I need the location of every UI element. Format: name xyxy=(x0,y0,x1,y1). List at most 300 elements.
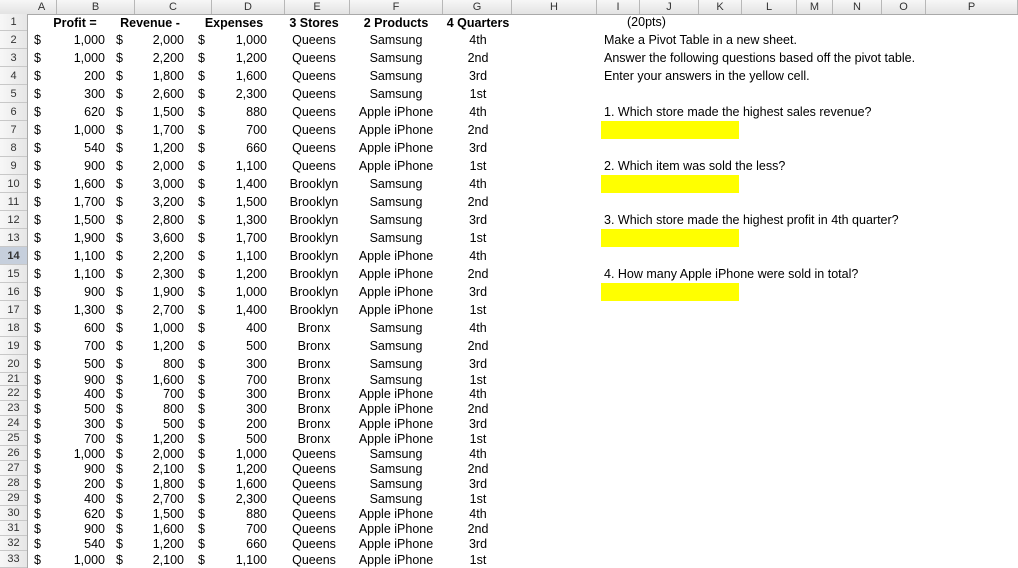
column-header-d[interactable]: D xyxy=(212,0,285,14)
product-cell[interactable]: Samsung xyxy=(369,339,423,353)
currency-symbol[interactable]: $ xyxy=(34,33,41,47)
currency-symbol[interactable]: $ xyxy=(34,249,41,263)
currency-symbol[interactable]: $ xyxy=(116,536,123,551)
expenses-cell[interactable]: 880 xyxy=(246,506,267,521)
currency-symbol[interactable]: $ xyxy=(34,372,41,387)
header-stores[interactable]: 3 Stores xyxy=(289,15,339,30)
row-header[interactable]: 29 xyxy=(0,491,27,506)
quarter-cell[interactable]: 3rd xyxy=(468,141,488,155)
profit-cell[interactable]: 1,300 xyxy=(73,303,105,317)
currency-symbol[interactable]: $ xyxy=(198,33,205,47)
row-header[interactable]: 18 xyxy=(0,319,27,337)
row-header[interactable]: 26 xyxy=(0,446,27,461)
quarter-cell[interactable]: 1st xyxy=(469,159,487,173)
quarter-cell[interactable]: 4th xyxy=(469,446,487,461)
row-header[interactable]: 17 xyxy=(0,301,27,319)
product-cell[interactable]: Apple iPhone xyxy=(358,303,434,317)
currency-symbol[interactable]: $ xyxy=(198,491,205,506)
product-cell[interactable]: Samsung xyxy=(369,213,423,227)
row-header[interactable]: 33 xyxy=(0,551,27,568)
store-cell[interactable]: Queens xyxy=(292,33,336,47)
row-header[interactable]: 1 xyxy=(0,14,27,31)
currency-symbol[interactable]: $ xyxy=(198,213,205,227)
currency-symbol[interactable]: $ xyxy=(198,303,205,317)
currency-symbol[interactable]: $ xyxy=(198,401,205,416)
expenses-cell[interactable]: 1,400 xyxy=(235,177,267,191)
currency-symbol[interactable]: $ xyxy=(198,231,205,245)
currency-symbol[interactable]: $ xyxy=(116,552,123,567)
currency-symbol[interactable]: $ xyxy=(116,401,123,416)
column-header-n[interactable]: N xyxy=(833,0,882,14)
currency-symbol[interactable]: $ xyxy=(198,521,205,536)
profit-cell[interactable]: 1,000 xyxy=(73,123,105,137)
currency-symbol[interactable]: $ xyxy=(116,431,123,446)
store-cell[interactable]: Queens xyxy=(292,506,336,521)
product-cell[interactable]: Apple iPhone xyxy=(358,506,434,521)
column-header-a[interactable]: A xyxy=(27,0,57,14)
store-cell[interactable]: Bronx xyxy=(297,372,331,387)
currency-symbol[interactable]: $ xyxy=(116,141,123,155)
currency-symbol[interactable]: $ xyxy=(34,461,41,476)
row-header[interactable]: 25 xyxy=(0,431,27,446)
store-cell[interactable]: Bronx xyxy=(297,357,331,371)
header-products[interactable]: 2 Products xyxy=(363,15,429,30)
profit-cell[interactable]: 1,000 xyxy=(73,33,105,47)
currency-symbol[interactable]: $ xyxy=(198,267,205,281)
expenses-cell[interactable]: 1,200 xyxy=(235,51,267,65)
product-cell[interactable]: Apple iPhone xyxy=(358,285,434,299)
profit-cell[interactable]: 700 xyxy=(84,431,105,446)
row-header[interactable]: 22 xyxy=(0,386,27,401)
store-cell[interactable]: Queens xyxy=(292,476,336,491)
currency-symbol[interactable]: $ xyxy=(198,552,205,567)
revenue-cell[interactable]: 1,700 xyxy=(152,123,184,137)
product-cell[interactable]: Apple iPhone xyxy=(358,552,434,567)
currency-symbol[interactable]: $ xyxy=(198,195,205,209)
currency-symbol[interactable]: $ xyxy=(34,321,41,335)
product-cell[interactable]: Apple iPhone xyxy=(358,123,434,137)
expenses-cell[interactable]: 1,100 xyxy=(235,552,267,567)
expenses-cell[interactable]: 2,300 xyxy=(235,87,267,101)
revenue-cell[interactable]: 800 xyxy=(163,401,184,416)
currency-symbol[interactable]: $ xyxy=(116,285,123,299)
product-cell[interactable]: Apple iPhone xyxy=(358,521,434,536)
currency-symbol[interactable]: $ xyxy=(198,105,205,119)
revenue-cell[interactable]: 2,000 xyxy=(152,446,184,461)
currency-symbol[interactable]: $ xyxy=(198,536,205,551)
profit-cell[interactable]: 500 xyxy=(84,401,105,416)
currency-symbol[interactable]: $ xyxy=(34,386,41,401)
expenses-cell[interactable]: 1,000 xyxy=(235,446,267,461)
row-header[interactable]: 12 xyxy=(0,211,27,229)
currency-symbol[interactable]: $ xyxy=(116,231,123,245)
store-cell[interactable]: Brooklyn xyxy=(289,177,339,191)
quarter-cell[interactable]: 3rd xyxy=(468,476,488,491)
header-profit[interactable]: Profit = xyxy=(53,15,97,30)
row-header[interactable]: 30 xyxy=(0,506,27,521)
product-cell[interactable]: Samsung xyxy=(369,476,423,491)
profit-cell[interactable]: 600 xyxy=(84,321,105,335)
expenses-cell[interactable]: 700 xyxy=(246,372,267,387)
expenses-cell[interactable]: 1,100 xyxy=(235,159,267,173)
header-quarters[interactable]: 4 Quarters xyxy=(446,15,510,30)
store-cell[interactable]: Queens xyxy=(292,461,336,476)
currency-symbol[interactable]: $ xyxy=(198,87,205,101)
revenue-cell[interactable]: 700 xyxy=(163,386,184,401)
product-cell[interactable]: Apple iPhone xyxy=(358,267,434,281)
profit-cell[interactable]: 900 xyxy=(84,159,105,173)
row-header[interactable]: 21 xyxy=(0,373,27,386)
store-cell[interactable]: Queens xyxy=(292,446,336,461)
profit-cell[interactable]: 400 xyxy=(84,491,105,506)
expenses-cell[interactable]: 1,000 xyxy=(235,33,267,47)
row-header[interactable]: 13 xyxy=(0,229,27,247)
revenue-cell[interactable]: 2,300 xyxy=(152,267,184,281)
currency-symbol[interactable]: $ xyxy=(34,105,41,119)
profit-cell[interactable]: 540 xyxy=(84,536,105,551)
profit-cell[interactable]: 500 xyxy=(84,357,105,371)
currency-symbol[interactable]: $ xyxy=(198,321,205,335)
store-cell[interactable]: Brooklyn xyxy=(289,231,339,245)
currency-symbol[interactable]: $ xyxy=(34,123,41,137)
currency-symbol[interactable]: $ xyxy=(116,51,123,65)
currency-symbol[interactable]: $ xyxy=(198,285,205,299)
profit-cell[interactable]: 540 xyxy=(84,141,105,155)
revenue-cell[interactable]: 3,200 xyxy=(152,195,184,209)
column-header-h[interactable]: H xyxy=(512,0,597,14)
currency-symbol[interactable]: $ xyxy=(116,491,123,506)
currency-symbol[interactable]: $ xyxy=(198,431,205,446)
revenue-cell[interactable]: 1,200 xyxy=(152,141,184,155)
currency-symbol[interactable]: $ xyxy=(116,213,123,227)
currency-symbol[interactable]: $ xyxy=(116,339,123,353)
expenses-cell[interactable]: 200 xyxy=(246,416,267,431)
quarter-cell[interactable]: 4th xyxy=(469,177,487,191)
currency-symbol[interactable]: $ xyxy=(198,51,205,65)
currency-symbol[interactable]: $ xyxy=(34,339,41,353)
product-cell[interactable]: Samsung xyxy=(369,231,423,245)
currency-symbol[interactable]: $ xyxy=(116,159,123,173)
expenses-cell[interactable]: 1,200 xyxy=(235,267,267,281)
expenses-cell[interactable]: 1,600 xyxy=(235,69,267,83)
revenue-cell[interactable]: 2,600 xyxy=(152,87,184,101)
store-cell[interactable]: Queens xyxy=(292,69,336,83)
quarter-cell[interactable]: 3rd xyxy=(468,416,488,431)
currency-symbol[interactable]: $ xyxy=(198,372,205,387)
expenses-cell[interactable]: 500 xyxy=(246,431,267,446)
quarter-cell[interactable]: 2nd xyxy=(467,401,489,416)
currency-symbol[interactable]: $ xyxy=(116,177,123,191)
quarter-cell[interactable]: 3rd xyxy=(468,536,488,551)
currency-symbol[interactable]: $ xyxy=(34,51,41,65)
currency-symbol[interactable]: $ xyxy=(116,416,123,431)
row-header[interactable]: 2 xyxy=(0,31,27,49)
revenue-cell[interactable]: 2,200 xyxy=(152,51,184,65)
currency-symbol[interactable]: $ xyxy=(116,357,123,371)
currency-symbol[interactable]: $ xyxy=(116,321,123,335)
row-header[interactable]: 4 xyxy=(0,67,27,85)
product-cell[interactable]: Samsung xyxy=(369,321,423,335)
profit-cell[interactable]: 300 xyxy=(84,416,105,431)
quarter-cell[interactable]: 4th xyxy=(469,321,487,335)
product-cell[interactable]: Samsung xyxy=(369,69,423,83)
row-header[interactable]: 11 xyxy=(0,193,27,211)
header-revenue[interactable]: Revenue - xyxy=(120,15,180,30)
row-header[interactable]: 16 xyxy=(0,283,27,301)
profit-cell[interactable]: 200 xyxy=(84,69,105,83)
revenue-cell[interactable]: 2,000 xyxy=(152,33,184,47)
expenses-cell[interactable]: 1,000 xyxy=(235,285,267,299)
revenue-cell[interactable]: 800 xyxy=(163,357,184,371)
currency-symbol[interactable]: $ xyxy=(34,506,41,521)
product-cell[interactable]: Samsung xyxy=(369,177,423,191)
currency-symbol[interactable]: $ xyxy=(34,401,41,416)
product-cell[interactable]: Samsung xyxy=(369,87,423,101)
profit-cell[interactable]: 900 xyxy=(84,461,105,476)
revenue-cell[interactable]: 1,800 xyxy=(152,476,184,491)
currency-symbol[interactable]: $ xyxy=(116,69,123,83)
quarter-cell[interactable]: 3rd xyxy=(468,285,488,299)
revenue-cell[interactable]: 1,600 xyxy=(152,372,184,387)
quarter-cell[interactable]: 4th xyxy=(469,105,487,119)
currency-symbol[interactable]: $ xyxy=(198,159,205,173)
header-expenses[interactable]: Expenses xyxy=(204,15,264,30)
currency-symbol[interactable]: $ xyxy=(116,521,123,536)
currency-symbol[interactable]: $ xyxy=(116,461,123,476)
revenue-cell[interactable]: 1,500 xyxy=(152,506,184,521)
currency-symbol[interactable]: $ xyxy=(198,446,205,461)
expenses-cell[interactable]: 660 xyxy=(246,536,267,551)
currency-symbol[interactable]: $ xyxy=(34,552,41,567)
expenses-cell[interactable]: 300 xyxy=(246,357,267,371)
currency-symbol[interactable]: $ xyxy=(34,159,41,173)
profit-cell[interactable]: 1,100 xyxy=(73,249,105,263)
currency-symbol[interactable]: $ xyxy=(116,386,123,401)
quarter-cell[interactable]: 1st xyxy=(469,372,487,387)
currency-symbol[interactable]: $ xyxy=(34,416,41,431)
currency-symbol[interactable]: $ xyxy=(34,476,41,491)
currency-symbol[interactable]: $ xyxy=(34,446,41,461)
currency-symbol[interactable]: $ xyxy=(198,416,205,431)
product-cell[interactable]: Apple iPhone xyxy=(358,249,434,263)
column-header-k[interactable]: K xyxy=(699,0,742,14)
currency-symbol[interactable]: $ xyxy=(34,87,41,101)
column-header-o[interactable]: O xyxy=(882,0,926,14)
currency-symbol[interactable]: $ xyxy=(34,267,41,281)
expenses-cell[interactable]: 1,200 xyxy=(235,461,267,476)
currency-symbol[interactable]: $ xyxy=(198,141,205,155)
currency-symbol[interactable]: $ xyxy=(198,476,205,491)
quarter-cell[interactable]: 2nd xyxy=(467,461,489,476)
revenue-cell[interactable]: 2,800 xyxy=(152,213,184,227)
column-header-l[interactable]: L xyxy=(742,0,797,14)
expenses-cell[interactable]: 2,300 xyxy=(235,491,267,506)
profit-cell[interactable]: 200 xyxy=(84,476,105,491)
product-cell[interactable]: Apple iPhone xyxy=(358,141,434,155)
store-cell[interactable]: Queens xyxy=(292,105,336,119)
product-cell[interactable]: Samsung xyxy=(369,33,423,47)
row-header[interactable]: 6 xyxy=(0,103,27,121)
expenses-cell[interactable]: 1,700 xyxy=(235,231,267,245)
revenue-cell[interactable]: 1,200 xyxy=(152,431,184,446)
currency-symbol[interactable]: $ xyxy=(34,141,41,155)
quarter-cell[interactable]: 4th xyxy=(469,386,487,401)
currency-symbol[interactable]: $ xyxy=(34,177,41,191)
revenue-cell[interactable]: 500 xyxy=(163,416,184,431)
store-cell[interactable]: Bronx xyxy=(297,386,331,401)
store-cell[interactable]: Queens xyxy=(292,536,336,551)
product-cell[interactable]: Samsung xyxy=(369,491,423,506)
column-header-g[interactable]: G xyxy=(443,0,512,14)
quarter-cell[interactable]: 4th xyxy=(469,33,487,47)
currency-symbol[interactable]: $ xyxy=(116,267,123,281)
store-cell[interactable]: Bronx xyxy=(297,401,331,416)
profit-cell[interactable]: 620 xyxy=(84,105,105,119)
store-cell[interactable]: Bronx xyxy=(297,339,331,353)
product-cell[interactable]: Apple iPhone xyxy=(358,416,434,431)
product-cell[interactable]: Samsung xyxy=(369,195,423,209)
revenue-cell[interactable]: 2,200 xyxy=(152,249,184,263)
profit-cell[interactable]: 1,900 xyxy=(73,231,105,245)
row-header[interactable]: 9 xyxy=(0,157,27,175)
expenses-cell[interactable]: 300 xyxy=(246,386,267,401)
currency-symbol[interactable]: $ xyxy=(198,386,205,401)
column-header-i[interactable]: I xyxy=(597,0,640,14)
quarter-cell[interactable]: 2nd xyxy=(467,339,489,353)
revenue-cell[interactable]: 1,200 xyxy=(152,339,184,353)
quarter-cell[interactable]: 1st xyxy=(469,231,487,245)
quarter-cell[interactable]: 2nd xyxy=(467,521,489,536)
store-cell[interactable]: Bronx xyxy=(297,321,331,335)
quarter-cell[interactable]: 1st xyxy=(469,491,487,506)
currency-symbol[interactable]: $ xyxy=(34,491,41,506)
profit-cell[interactable]: 900 xyxy=(84,285,105,299)
revenue-cell[interactable]: 2,100 xyxy=(152,461,184,476)
currency-symbol[interactable]: $ xyxy=(116,446,123,461)
expenses-cell[interactable]: 1,400 xyxy=(235,303,267,317)
quarter-cell[interactable]: 2nd xyxy=(467,267,489,281)
product-cell[interactable]: Samsung xyxy=(369,446,423,461)
expenses-cell[interactable]: 1,500 xyxy=(235,195,267,209)
store-cell[interactable]: Bronx xyxy=(297,431,331,446)
currency-symbol[interactable]: $ xyxy=(116,123,123,137)
currency-symbol[interactable]: $ xyxy=(34,285,41,299)
currency-symbol[interactable]: $ xyxy=(116,105,123,119)
store-cell[interactable]: Queens xyxy=(292,141,336,155)
column-header-e[interactable]: E xyxy=(285,0,350,14)
profit-cell[interactable]: 1,000 xyxy=(73,446,105,461)
currency-symbol[interactable]: $ xyxy=(198,506,205,521)
revenue-cell[interactable]: 1,200 xyxy=(152,536,184,551)
product-cell[interactable]: Samsung xyxy=(369,51,423,65)
expenses-cell[interactable]: 700 xyxy=(246,123,267,137)
column-header-c[interactable]: C xyxy=(135,0,212,14)
profit-cell[interactable]: 1,000 xyxy=(73,552,105,567)
currency-symbol[interactable]: $ xyxy=(34,521,41,536)
revenue-cell[interactable]: 2,000 xyxy=(152,159,184,173)
profit-cell[interactable]: 900 xyxy=(84,372,105,387)
product-cell[interactable]: Apple iPhone xyxy=(358,105,434,119)
profit-cell[interactable]: 1,600 xyxy=(73,177,105,191)
currency-symbol[interactable]: $ xyxy=(198,249,205,263)
revenue-cell[interactable]: 3,600 xyxy=(152,231,184,245)
profit-cell[interactable]: 1,700 xyxy=(73,195,105,209)
revenue-cell[interactable]: 3,000 xyxy=(152,177,184,191)
row-header[interactable]: 15 xyxy=(0,265,27,283)
expenses-cell[interactable]: 1,300 xyxy=(235,213,267,227)
currency-symbol[interactable]: $ xyxy=(34,536,41,551)
quarter-cell[interactable]: 4th xyxy=(469,249,487,263)
product-cell[interactable]: Apple iPhone xyxy=(358,536,434,551)
quarter-cell[interactable]: 1st xyxy=(469,303,487,317)
quarter-cell[interactable]: 1st xyxy=(469,431,487,446)
row-header[interactable]: 5 xyxy=(0,85,27,103)
currency-symbol[interactable]: $ xyxy=(198,461,205,476)
quarter-cell[interactable]: 1st xyxy=(469,87,487,101)
row-header[interactable]: 14 xyxy=(0,247,27,265)
column-header-j[interactable]: J xyxy=(640,0,699,14)
store-cell[interactable]: Queens xyxy=(292,87,336,101)
currency-symbol[interactable]: $ xyxy=(116,87,123,101)
store-cell[interactable]: Bronx xyxy=(297,416,331,431)
product-cell[interactable]: Apple iPhone xyxy=(358,401,434,416)
profit-cell[interactable]: 620 xyxy=(84,506,105,521)
currency-symbol[interactable]: $ xyxy=(34,357,41,371)
row-header[interactable]: 7 xyxy=(0,121,27,139)
currency-symbol[interactable]: $ xyxy=(34,231,41,245)
row-header[interactable]: 28 xyxy=(0,476,27,491)
store-cell[interactable]: Queens xyxy=(292,552,336,567)
revenue-cell[interactable]: 1,500 xyxy=(152,105,184,119)
currency-symbol[interactable]: $ xyxy=(198,123,205,137)
profit-cell[interactable]: 300 xyxy=(84,87,105,101)
store-cell[interactable]: Brooklyn xyxy=(289,195,339,209)
row-header[interactable]: 27 xyxy=(0,461,27,476)
revenue-cell[interactable]: 2,700 xyxy=(152,303,184,317)
store-cell[interactable]: Queens xyxy=(292,491,336,506)
row-header[interactable]: 32 xyxy=(0,536,27,551)
expenses-cell[interactable]: 1,100 xyxy=(235,249,267,263)
row-header[interactable]: 24 xyxy=(0,416,27,431)
revenue-cell[interactable]: 1,800 xyxy=(152,69,184,83)
currency-symbol[interactable]: $ xyxy=(116,303,123,317)
row-header[interactable]: 19 xyxy=(0,337,27,355)
expenses-cell[interactable]: 300 xyxy=(246,401,267,416)
expenses-cell[interactable]: 700 xyxy=(246,521,267,536)
store-cell[interactable]: Queens xyxy=(292,123,336,137)
store-cell[interactable]: Queens xyxy=(292,521,336,536)
column-header-b[interactable]: B xyxy=(57,0,135,14)
profit-cell[interactable]: 1,000 xyxy=(73,51,105,65)
profit-cell[interactable]: 900 xyxy=(84,521,105,536)
currency-symbol[interactable]: $ xyxy=(198,177,205,191)
product-cell[interactable]: Samsung xyxy=(369,357,423,371)
store-cell[interactable]: Brooklyn xyxy=(289,285,339,299)
worksheet-grid[interactable] xyxy=(27,14,1018,568)
product-cell[interactable]: Samsung xyxy=(369,461,423,476)
currency-symbol[interactable]: $ xyxy=(116,33,123,47)
currency-symbol[interactable]: $ xyxy=(116,506,123,521)
store-cell[interactable]: Brooklyn xyxy=(289,213,339,227)
product-cell[interactable]: Apple iPhone xyxy=(358,431,434,446)
expenses-cell[interactable]: 400 xyxy=(246,321,267,335)
row-header[interactable]: 8 xyxy=(0,139,27,157)
quarter-cell[interactable]: 2nd xyxy=(467,123,489,137)
quarter-cell[interactable]: 3rd xyxy=(468,213,488,227)
store-cell[interactable]: Queens xyxy=(292,159,336,173)
store-cell[interactable]: Queens xyxy=(292,51,336,65)
currency-symbol[interactable]: $ xyxy=(116,195,123,209)
